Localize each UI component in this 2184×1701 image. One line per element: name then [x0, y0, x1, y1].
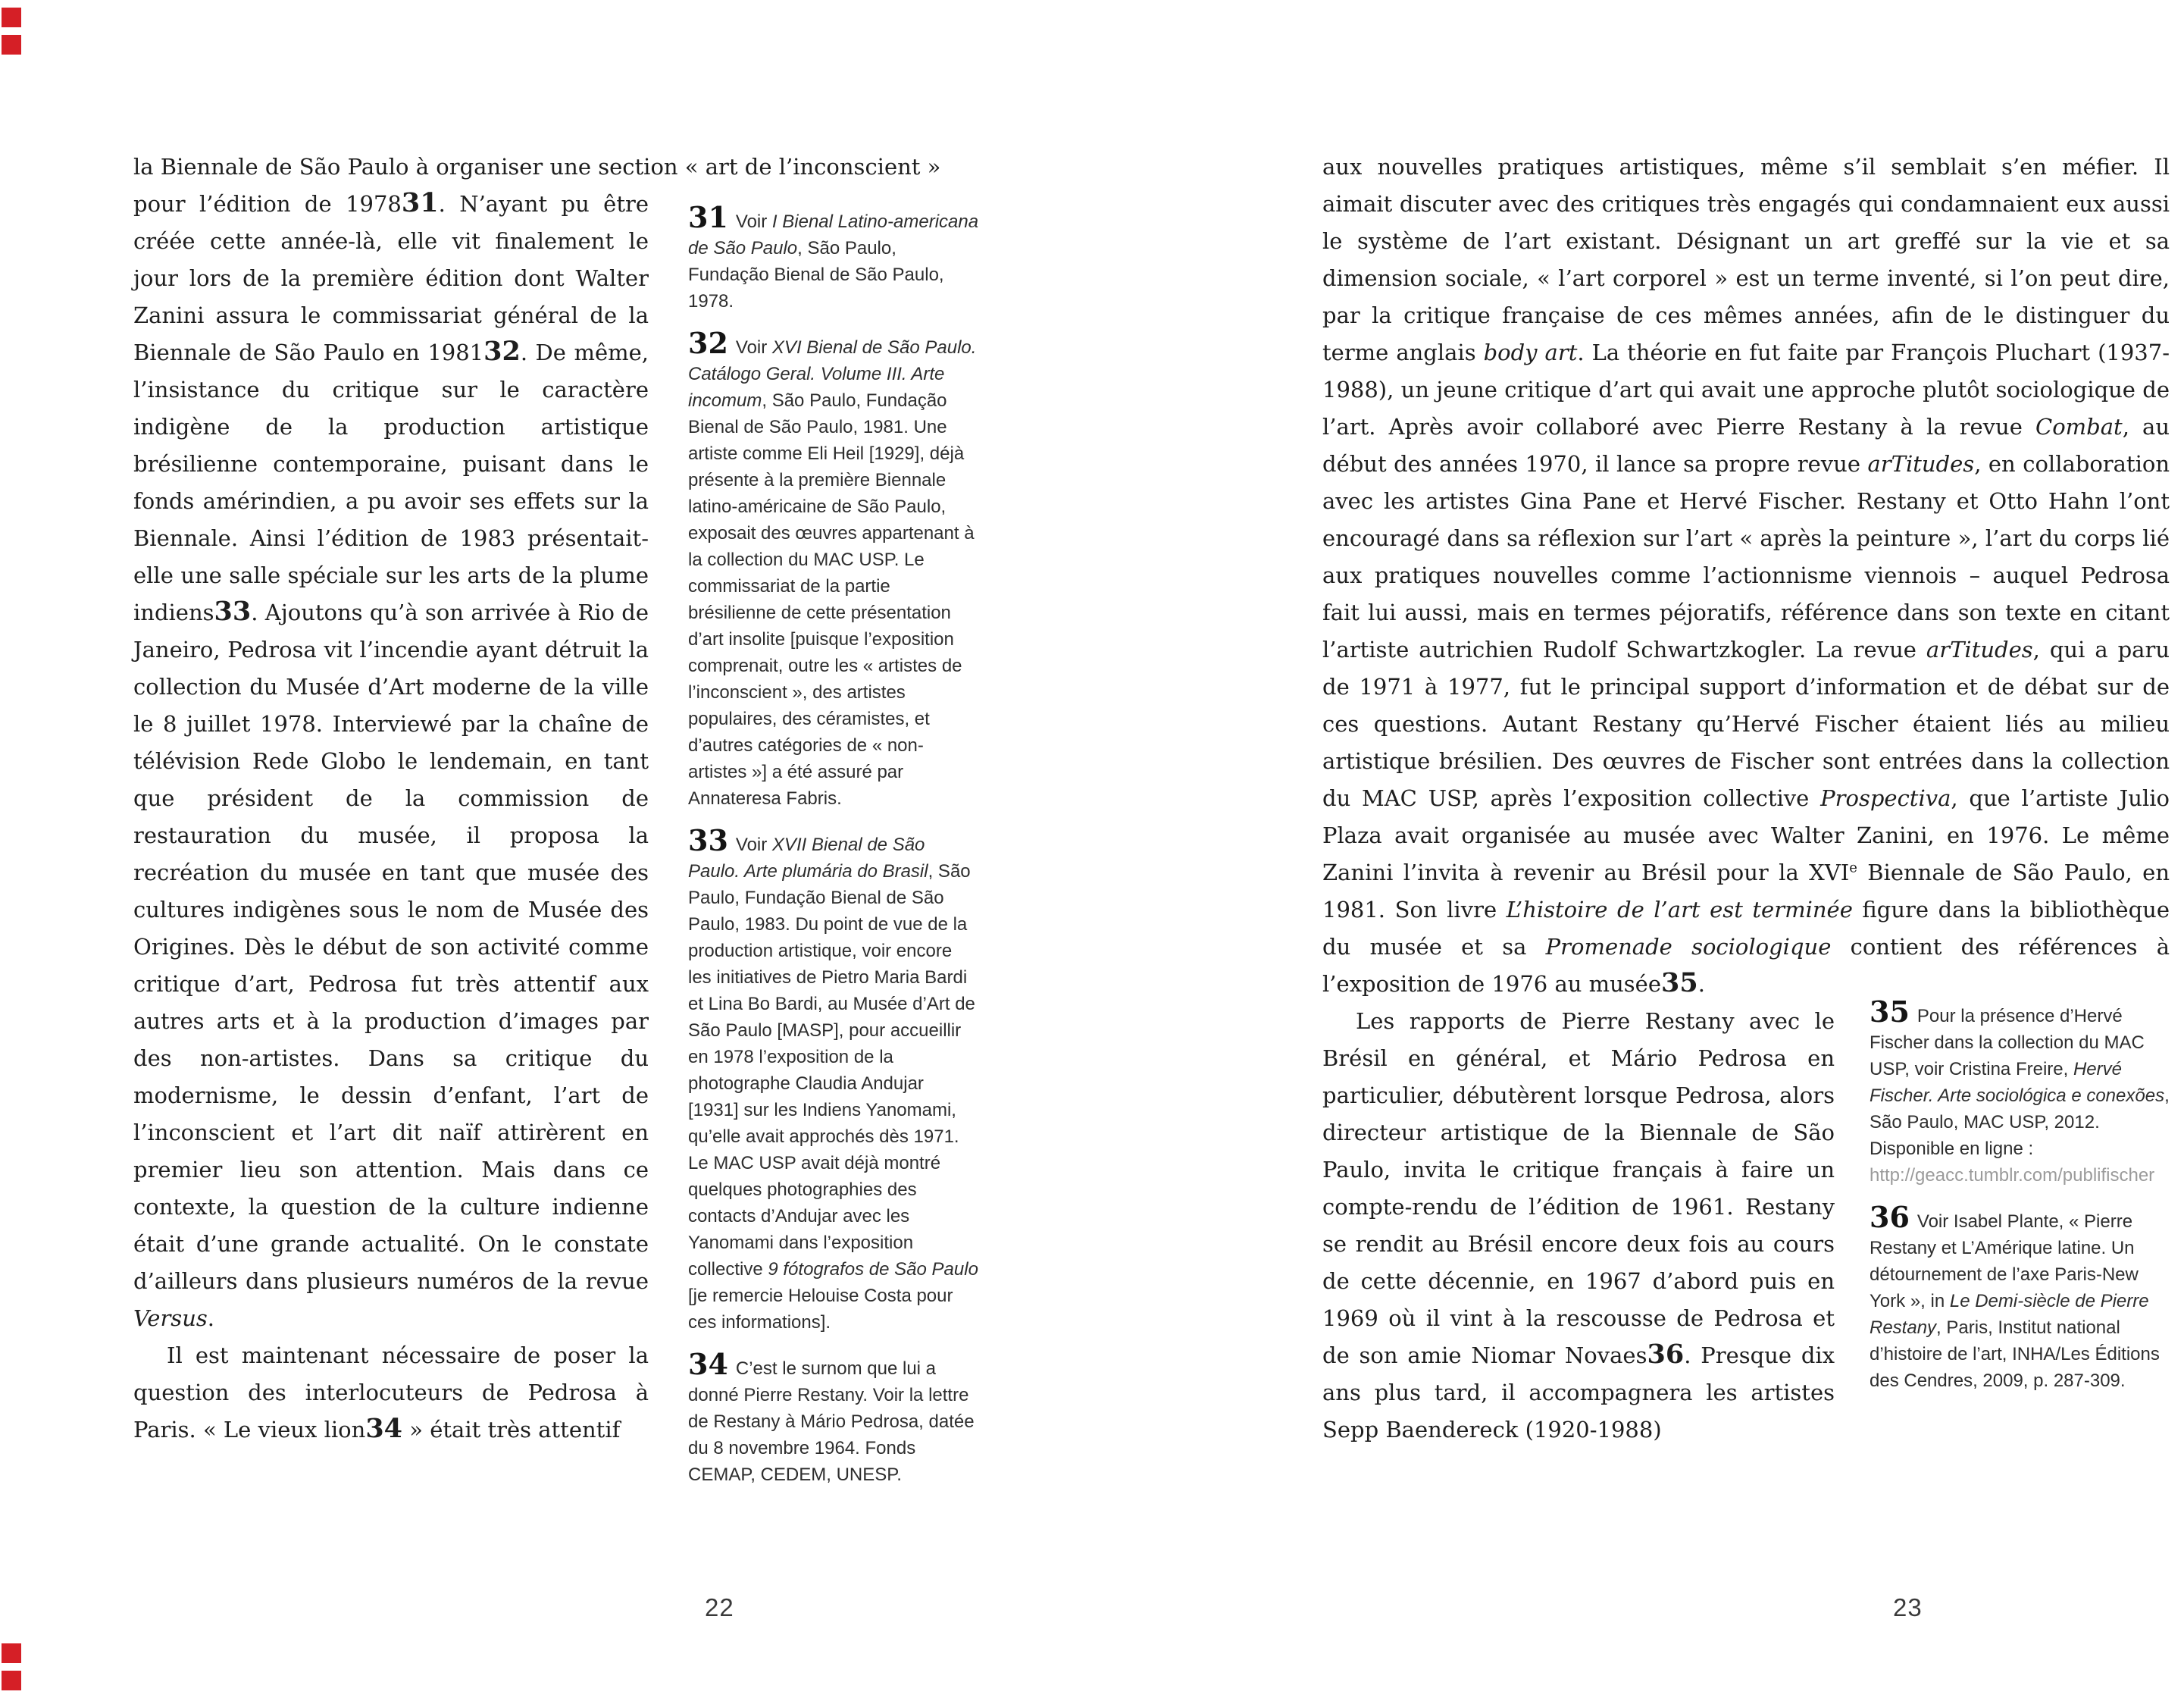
text-run: . [207, 1305, 214, 1331]
crop-mark [2, 35, 21, 55]
text-run: , au début des années 1970, il lance sa propre revue [1322, 414, 2170, 477]
italic-text-run: body art [1483, 340, 1578, 365]
text-run: , que l’artiste Julio Plaza avait organisée au musée avec Walter Zanini, en 1976. Le même Zanini l’invita à revenir au Brésil pour la XVI [1322, 785, 2170, 885]
page-right-full-text [1322, 149, 2170, 1003]
text-run: pour l’édition de 1978 [133, 191, 402, 217]
text-run: Les rapports de Pierre Restany avec le Brésil en général, et Mário Pedrosa en particulier, débutèrent lorsque Pedrosa, alors directeur artistique de la Biennale de São Paulo, invita le critique français à faire un compte-rendu de l’édition de 1961. Restany se rendit au Brésil encore deux fois au cours de cette décennie, en 1967 d’abord puis en 1969 où il vint à la rescousse de Pedrosa et de son amie Niomar Novaes [1322, 1008, 1835, 1368]
footnote-number: 35 [1870, 995, 1910, 1029]
footnote-ref: 31 [401, 187, 439, 218]
text-run: Voir [735, 337, 772, 358]
text-run: . [1697, 971, 1705, 997]
text-run: Voir [735, 835, 772, 855]
page-left-body-text [133, 186, 649, 1508]
italic-text-run: XVII Bienal de São Paulo. Arte plumária do Brasil [688, 835, 928, 882]
crop-mark [2, 1643, 21, 1663]
page-right-columns [1322, 995, 2170, 1449]
footnote [1870, 995, 2170, 1189]
text-run: [je remercie Helouise Costa pour ces informations]. [688, 1286, 953, 1333]
text-run: , en collaboration avec les artistes Gina Pane et Hervé Fischer. Restany et Otto Hahn l’ont encouragé dans sa réflexion sur l’art « après la peinture », l’art du corps lié aux pratiques nouvelles comme l’actionnisme viennois – auquel Pedrosa fait lui aussi, mais en termes péjoratifs, référence dans son texte en citant l’artiste autrichien Rudolf Schwartzkogler. La revue [1322, 451, 2170, 663]
page-left-footnotes [688, 186, 979, 1508]
footnote-url-link[interactable]: http://geacc.tumblr.com/publifischer [1870, 1165, 2155, 1186]
footnote-ref: 35 [1661, 967, 1698, 998]
lead-line: la Biennale de São Paulo à organiser une section « art de l’inconscient » [133, 154, 941, 180]
text-run: Voir [735, 211, 772, 232]
italic-text-run: Le Demi-siècle de Pierre Restany [1870, 1291, 2149, 1338]
footnote-ref: 36 [1647, 1339, 1685, 1370]
text-run: . N’ayant pu être créée cette année-là, elle vit finalement le jour lors de la première édition dont Walter Zanini assura le commissariat général de la Biennale de São Paulo en 1981 [133, 191, 649, 365]
text-run: . Presque dix ans plus tard, il accompagnera les artistes Sepp Baendereck (1920-1988) [1322, 1342, 1835, 1443]
text-run: , Paris, Institut national d’histoire de l’art, INHA/Les Éditions des Cendres, 2009, p. 287-309. [1870, 1317, 2160, 1391]
text-run: , São Paulo, MAC USP, 2012. Disponible en ligne : [1870, 1085, 2170, 1159]
footnote [1870, 1200, 2170, 1394]
text-run: , São Paulo, Fundação Bienal de São Paulo, 1981. Une artiste comme Eli Heil [1929], déjà présente à la première Biennale latino-américaine de São Paulo, exposait des œuvres appartenant à la collection du MAC USP. Le commissariat de la partie brésilienne de cette présentation d’art insolite [puisque l’exposition comprenait, outre les « artistes de l’inconscient », des artistes populaires, des céramistes, et d’autres catégories de « non-artistes »] a été assuré par Annateresa Fabris. [688, 390, 975, 809]
text-run: figure dans la bibliothèque du musée et sa [1322, 897, 2170, 960]
text-run: . Ajoutons qu’à son arrivée à Rio de Janeiro, Pedrosa vit l’incendie ayant détruit la collection du Musée d’Art moderne de la ville le 8 juillet 1978. Interviewé par la chaîne de télévision Rede Globo le lendemain, en tant que président de la commission de restauration du musée, il proposa la recréation du musée en tant que musée des cultures indigènes sous le nom de Musée des Origines. Dès le début de son activité comme critique d’art, Pedrosa fut très attentif aux autres arts et à la production d’images par des non-artistes. Dans sa critique du modernisme, le dessin d’enfant, l’art de l’inconscient et l’art dit naïf attirèrent en premier lieu son attention. Mais dans ce contexte, la question de la culture indienne était d’une grande actualité. On le constate d’ailleurs dans plusieurs numéros de la revue [133, 600, 649, 1294]
paragraph [1322, 149, 2170, 1003]
footnote-ref: 32 [483, 336, 521, 367]
crop-mark [2, 8, 21, 27]
page-number-right: 23 [1893, 1593, 1923, 1621]
page-right [1322, 149, 2170, 1449]
text-run: , São Paulo, Fundação Bienal de São Paulo, 1983. Du point de vue de la production artistique, voir encore les initiatives de Pietro Maria Bardi et Lina Bo Bardi, au Musée d’Art de São Paulo [MASP], pour accueillir en 1978 l’exposition de la photographe Claudia Andujar [1931] sur les Indiens Yanomami, qu’elle avait approchés dès 1971. Le MAC USP avait déjà montré quelques photographies des contacts d’Andujar avec les Yanomami dans l’exposition collective [688, 861, 975, 1280]
text-run: Biennale de São Paulo, en 1981. Son livre [1322, 860, 2170, 923]
paragraph [1322, 1003, 1835, 1449]
text-run: Voir Isabel Plante, « Pierre Restany et L’Amérique latine. Un détournement de l’axe Paris-New York », in [1870, 1211, 2139, 1311]
text-run: aux nouvelles pratiques artistiques, même s’il semblait s’en méfier. Il aimait discuter avec des critiques très engagés qui condamnaient eux aussi le système de l’art existant. Désignant un art greffé sur la vie et sa dimension sociale, « l’art corporel » est un terme inventé, si l’on peut dire, par la critique française de ces mêmes années, afin de le distinguer du terme anglais [1322, 154, 2170, 365]
page-right-body-text [1322, 1003, 1835, 1449]
page-number-left: 22 [705, 1593, 734, 1621]
footnote-number: 32 [688, 326, 728, 360]
text-run: . La théorie en fut faite par François Pluchart (1937-1988), un jeune critique d’art qui avait une approche plutôt sociologique de l’art. Après avoir collaboré avec Pierre Restany à la revue [1322, 340, 2170, 440]
footnote-ref: 33 [214, 596, 252, 627]
italic-text-run: I Bienal Latino-americana de São Paulo [688, 211, 979, 258]
text-run: , qui a paru de 1971 à 1977, fut le principal support d’information et de débat sur de ces questions. Autant Restany qu’Hervé Fischer étaient liés au milieu artistique brésilien. Des œuvres de Fischer sont entrées dans la collection du MAC USP, après l’exposition collective [1322, 637, 2170, 811]
footnote-number: 31 [688, 200, 728, 234]
text-run: contient des références à l’exposition de 1976 au musée [1322, 934, 2170, 997]
superscript-run: e [1849, 860, 1857, 876]
text-run: C’est le surnom que lui a donné Pierre Restany. Voir la lettre de Restany à Mário Pedrosa, datée du 8 novembre 1964. Fonds CEMAP, CEDEM, UNESP. [688, 1358, 975, 1485]
footnote-ref: 34 [365, 1413, 403, 1444]
page-left [133, 149, 982, 1508]
footnote [688, 326, 979, 812]
footnote [688, 823, 979, 1336]
page-right-footnotes [1870, 995, 2170, 1449]
italic-text-run: L’histoire de l’art est terminée [1506, 897, 1853, 923]
crop-mark [2, 1671, 21, 1690]
paragraph [133, 186, 649, 1337]
italic-text-run: 9 fótografos de São Paulo [768, 1259, 978, 1280]
italic-text-run: Versus [133, 1305, 208, 1331]
footnote-number: 33 [688, 823, 728, 857]
text-run: » était très attentif [402, 1417, 621, 1443]
italic-text-run: Hervé Fischer. Arte sociológica e conexões [1870, 1059, 2165, 1106]
italic-text-run: XVI Bienal de São Paulo. Catálogo Geral. Volume III. Arte incomum [688, 337, 977, 411]
text-run: . De même, l’insistance du critique sur le caractère indigène de la production artistique brésilienne contemporaine, puisant dans le fonds amérindien, a pu avoir ses effets sur la Biennale. Ainsi l’édition de 1983 présentait-elle une salle spéciale sur les arts de la plume indiens [133, 340, 649, 625]
footnote [688, 200, 979, 315]
italic-text-run: arTitudes [1867, 451, 1975, 477]
footnote-number: 34 [688, 1347, 728, 1381]
paragraph [133, 1337, 649, 1449]
italic-text-run: Prospectiva [1820, 785, 1951, 811]
italic-text-run: Promenade sociologique [1545, 934, 1832, 960]
footnote-number: 36 [1870, 1200, 1910, 1234]
italic-text-run: arTitudes [1926, 637, 2033, 663]
text-run: Il est maintenant nécessaire de poser la question des interlocuteurs de Pedrosa à Paris. « Le vieux lion [133, 1342, 649, 1443]
page-left-columns [133, 186, 982, 1508]
text-run: Pour la présence d’Hervé Fischer dans la collection du MAC USP, voir Cristina Freire, [1870, 1006, 2145, 1079]
text-run: , São Paulo, Fundação Bienal de São Paulo, 1978. [688, 238, 944, 312]
italic-text-run: Combat [2035, 414, 2123, 440]
footnote [688, 1347, 979, 1488]
